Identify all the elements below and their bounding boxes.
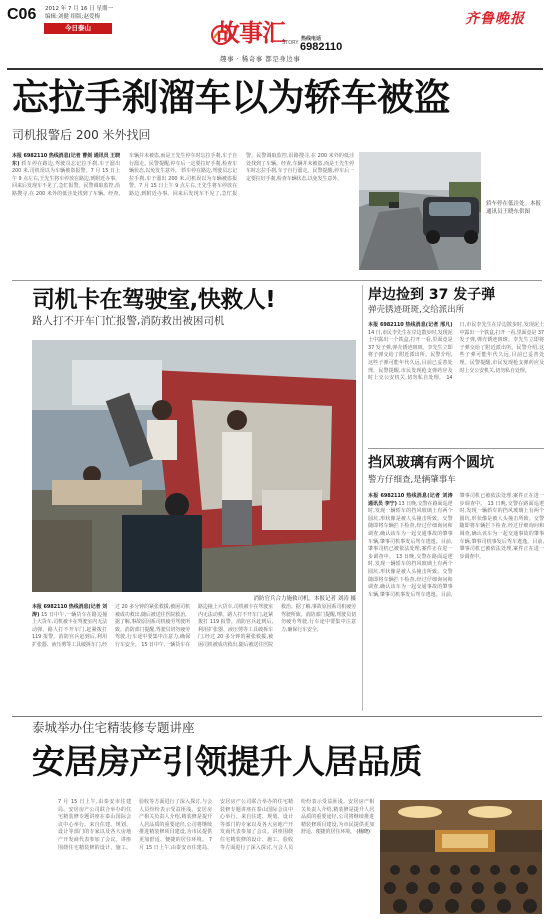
story2-byline: 本报 6982110 热线消息(记者 刘涛) — [32, 604, 107, 618]
story5-text: 7 月 15 日上午,由泰安市住建局、安居房产公司联合举办的住宅精装修专题讲座在泰山国际会议中心举行。来自住建、规划、设计等部门的专家以及各大房地产开发商代表参加了会议。讲座围绕住宅精装修的设计、施工、验收等方面进行了深入探讨,与会人员纷纷表示受益匪浅。安居房产相关负责人介绍,精装修是提升人居品质的重要途径,公司将继续推进精装修项目建设,为市民提供更加舒适、便捷的居住环境。 — [58, 799, 212, 851]
story1-text: 轿车停在路边,驾驶员忘记拉手刹,车子溜出 200 米,司机误以为车辆被盗报警。7 月 15 日上午 9 点左右,王先生将车停放在路边,到附近办事。回来后发现车不见了,急忙报警。民警调取监控,沿路搜寻,在 200 米外的低洼处找到了车辆。经查,车辆并未被盗,而是王先生停车时忘拉手刹,车子自行溜走。民警提醒,停车后一定要拉好手刹,检查车辆状态,以免发生意外。 — [12, 153, 237, 197]
story3-byline: 本报 6982110 热线消息(记者 邢凡) — [368, 322, 453, 328]
story5-byline-end: (杨晓) — [356, 829, 370, 836]
divider-3 — [12, 716, 542, 717]
page-code: C06 — [7, 6, 37, 23]
story4-byline: 本报 6982110 热线消息(记者 刘涛 通讯员 李宁) — [368, 493, 453, 507]
story5-kicker: 泰城举办住宅精装修专题讲座 — [32, 720, 195, 735]
date-line: 2012 年 7 月 16 日 星期一 — [45, 6, 113, 12]
editor-line: 编辑:刘健 组版:赵爱梅 — [45, 14, 100, 20]
story2-text: 15 日中午,一辆货车在路边撞上大货车,司机被卡在驾驶室内无法动弹。路人打不开车门,赶紧拨打 119 报警。消防官兵赶到后,利用扩张器、液压剪等工具破拆车门,经过 20 多分钟的紧张救援,被困司机被成功救出,随后被送往医院救治。据了解,事故原因系司机疲劳驾驶所致。消防部门提醒,驾驶员切勿疲劳驾驶,行车途中要集中注意力,确保行车安全。 — [32, 604, 190, 648]
story5-text-repeat: 7 月 15 日上午,由泰安市住建局、安居房产公司联合举办的住宅精装修专题讲座在泰山国际会议中心举行。来自住建、规划、设计等部门的专家以及各大房地产开发商代表参加了会议。讲座围绕住宅精装修的设计、施工、验收等方面进行了深入探讨,与会人员纷纷表示受益匪浅。安居房产相关负责人介绍,精装修是提升人居品质的重要途径,公司将继续推进精装修项目建设,为市民提供更加舒适、便捷的居住环境。 — [139, 799, 374, 851]
story3-headline: 岸边捡到 37 发子弹 — [368, 287, 496, 303]
story1-caption: 轿车停在低洼处。本报通讯员王晓东供图 — [486, 201, 542, 215]
story4-text-repeat: 13 日晚,交警在路面巡逻时,发现一辆轿车的挡风玻璃上有两个圆坑,形状像是被人头撞击所致。交警随即将车辆拦下检查,经过仔细询问和调查,确认该车为一起交通事故的肇事车辆,肇事司机事发后驾车逃逸。目前,肇事司机已被依法处理,案件正在进一步调查中。 — [368, 493, 544, 598]
hotline-label: 热线电话 — [301, 36, 322, 42]
story1-photo — [359, 152, 481, 270]
story4-text-repeat-2: 13 日晚,交警在路面巡逻时,发现一辆轿车的挡风玻璃上有两个圆坑,形状像是被人头撞击所致。交警随即将车辆拦下检查,经过仔细询问和调查,确认该车为一起交通事故的肇事车辆,肇事司机事发后驾车逃逸。目前,肇事司机已被依法处理,案件正在进一步调查中。 — [459, 500, 544, 560]
section-title: 故事汇 — [216, 18, 285, 47]
story4-headline: 挡风玻璃有两个圆坑 — [368, 455, 494, 471]
divider-1 — [12, 280, 542, 281]
story5-body — [58, 799, 374, 917]
story-label: STORY — [282, 40, 299, 46]
story3-text: 14 日,市民李先生在岸边散步时,发现泥土中露出一个铁盒,打开一看,里面竟是 37 发子弹,弹壳锈迹斑斑。李先生立即将子弹交给了附近派出所。民警介绍,这些子弹可能年代久远,目前已妥善处理。民警提醒,市民发现枪支弹药应及时上交公安机关,切勿私自处理。 — [368, 329, 453, 382]
story5-photo — [380, 800, 542, 914]
story3-body — [368, 322, 544, 442]
section-logo — [200, 14, 375, 64]
story4-subhead: 警方仔细查,是辆肇事车 — [368, 475, 456, 485]
story2-caption: 消防官兵合力施救司机。本报记者 刘涛 摄 — [253, 596, 356, 602]
story5-headline: 安居房产引领提升人居品质 — [32, 742, 422, 781]
story3-text-repeat: 14 日,市民李先生在岸边散步时,发现泥土中露出一个铁盒,打开一看,里面竟是 37 发子弹,弹壳锈迹斑斑。李先生立即将子弹交给了附近派出所。民警介绍,这些子弹可能年代久远,目前已妥善处理。民警提醒,市民发现枪支弹药应及时上交公安机关,切勿私自处理。 — [446, 322, 544, 382]
paper-name: 齐鲁晚报 — [465, 11, 525, 27]
story1-text-repeat: 轿车停在路边,驾驶员忘记拉手刹,车子溜出 200 米,司机误以为车辆被盗报警。7 月 15 日上午 9 点左右,王先生将车停放在路边,到附近办事。回来后发现车不见了,急忙报警。民警调取监控,沿路搜寻,在 200 米外的低洼处找到了车辆。经查,车辆并未被盗,而是王先生停车时忘拉手刹,车子自行溜走。民警提醒,停车后一定要拉好手刹,检查车辆状态,以免发生意外。 — [129, 153, 354, 197]
hotline-number: 6982110 — [300, 41, 343, 53]
story1-subhead: 司机报警后 200 米外找回 — [12, 128, 151, 142]
slogan: 趣事 · 稀奇事 都是身边事 — [220, 55, 301, 63]
story1-body — [12, 153, 354, 276]
section-tag: 今日泰山 — [44, 23, 112, 34]
story4-text: 13 日晚,交警在路面巡逻时,发现一辆轿车的挡风玻璃上有两个圆坑,形状像是被人头撞击所致。交警随即将车辆拦下检查,经过仔细询问和调查,确认该车为一起交通事故的肇事车辆,肇事司机事发后驾车逃逸。目前,肇事司机已被依法处理,案件正在进一步调查中。 — [368, 500, 453, 560]
story3-subhead: 弹壳锈迹斑斑,交给派出所 — [368, 305, 465, 315]
column-divider — [362, 285, 363, 711]
masthead-divider — [7, 68, 543, 70]
story1-byline: 本报 6982110 热线消息(记者 曹剑 通讯员 王晓东) — [12, 153, 120, 167]
story1-headline: 忘拉手刹溜车以为轿车被盗 — [12, 76, 450, 119]
story2-headline: 司机卡在驾驶室,快救人! — [32, 287, 276, 313]
story2-body — [32, 604, 356, 709]
story2-subhead: 路人打不开车门忙报警,消防救出被困司机 — [32, 315, 225, 327]
story2-photo — [32, 340, 356, 592]
story2-text-repeat: 15 日中午,一辆货车在路边撞上大货车,司机被卡在驾驶室内无法动弹。路人打不开车门,赶紧拨打 119 报警。消防官兵赶到后,利用扩张器、液压剪等工具破拆车门,经过 20 多分钟的紧张救援,被困司机被成功救出,随后被送往医院救治。据了解,事故原因系司机疲劳驾驶所致。消防部门提醒,驾驶员切勿疲劳驾驶,行车途中要集中注意力,确保行车安全。 — [141, 604, 356, 648]
divider-2 — [368, 448, 544, 449]
masthead — [0, 0, 550, 70]
story4-body — [368, 493, 544, 711]
